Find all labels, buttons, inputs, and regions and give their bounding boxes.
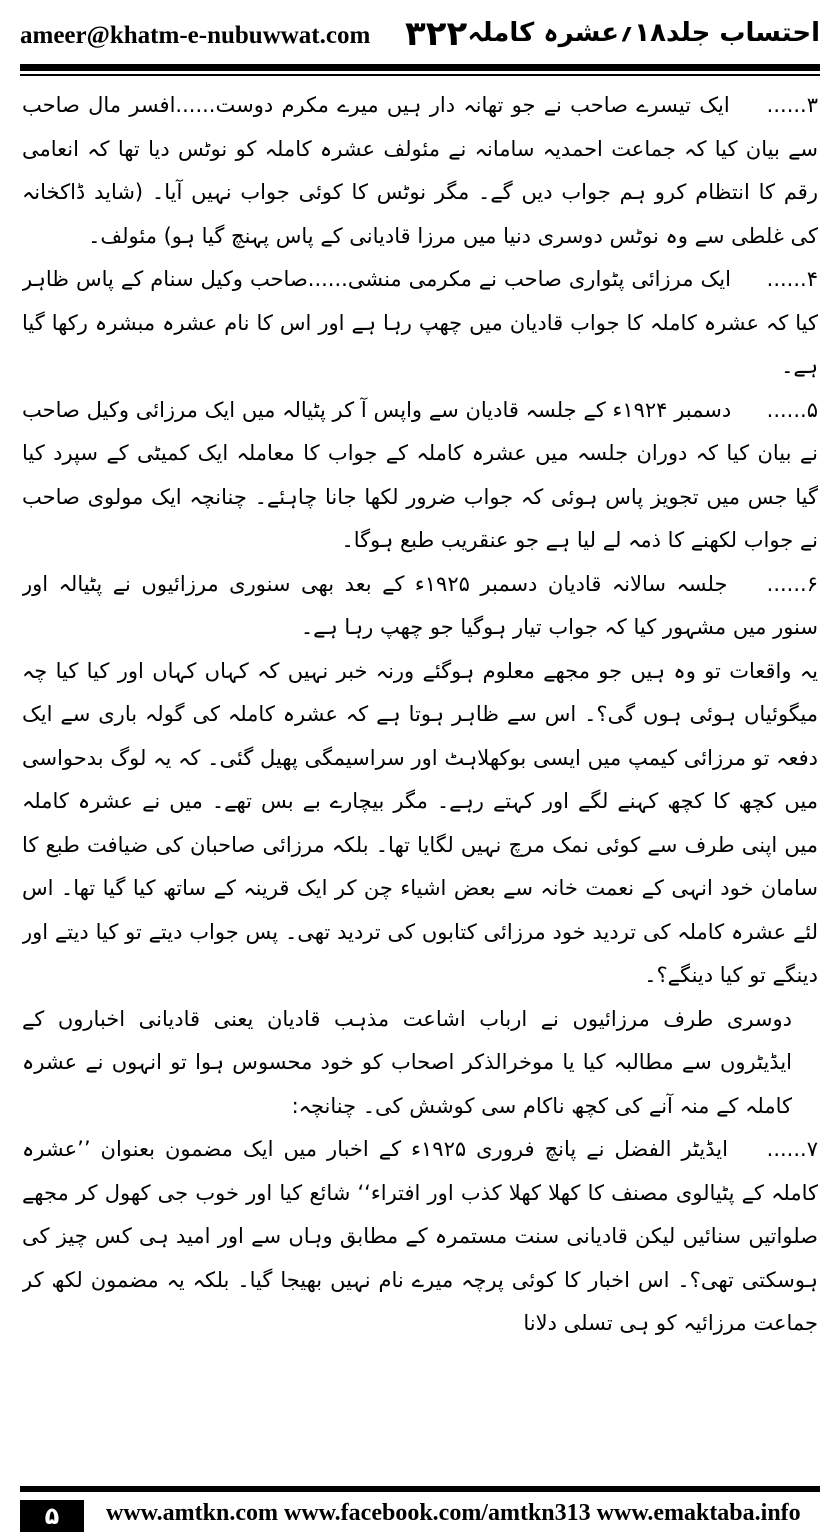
header-rule-thin bbox=[20, 74, 820, 76]
paragraph-number: ۷...... bbox=[766, 1137, 818, 1161]
header-rule-thick bbox=[20, 64, 820, 71]
footer-page-number: ۵ bbox=[20, 1500, 84, 1532]
header-page-number: ۳۲۲ bbox=[405, 14, 468, 54]
paragraph-editors bbox=[22, 998, 818, 1129]
paragraph-text: ایک تیسرے صاحب نے جو تھانہ دار ہیں میرے مکرم دوست......افسر مال صاحب سے بیان کیا کہ جماعت احمدیہ سامانہ نے مئولف عشرہ کاملہ کو نوٹس دیا تھا کہ انعامی رقم کا انتظام کرو ہم جواب دیں گے۔ مگر نوٹس کا کوئی جواب نہیں آیا۔ (شاید ڈاکخانہ کی غلطی سے وہ نوٹس دوسری دنیا میں مرزا قادیانی کے پاس پہنچ گیا ہو) مئولف۔ bbox=[22, 93, 818, 248]
paragraph-number: ۴...... bbox=[766, 267, 818, 291]
paragraph-text: جلسہ سالانہ قادیان دسمبر ۱۹۲۵ء کے بعد بھی سنوری مرزائیوں نے پٹیالہ اور سنور میں مشہور کیا کہ جواب تیار ہوگیا جو چھپ رہا ہے۔ bbox=[22, 571, 818, 639]
paragraph-commentary bbox=[22, 650, 818, 998]
paragraph-text: یہ واقعات تو وہ ہیں جو مجھے معلوم ہوگئے ورنہ خبر نہیں کہ کہاں کہاں اور کیا کیا چہ میگوئیاں ہوئی ہوں گی؟۔ اس سے ظاہر ہوتا ہے کہ عشرہ کاملہ کی گولہ باری سے ایک دفعہ تو مرزائی کیمپ میں ایسی بوکھلاہٹ اور سراسیمگی پھیل گئی۔ کہ یہ لوگ بدحواسی میں کچھ کا کچھ کہنے لگے اور کہتے رہے۔ مگر بیچارے بے بس تھے۔ میں نے عشرہ کاملہ میں اپنی طرف سے کوئی نمک مرچ نہیں لگایا تھا۔ بلکہ مرزائی صاحبان کی ضیافت طبع کا سامان خود انہی کے نعمت خانہ سے بعض اشیاء چن کر ایک قرینہ کے ساتھ کیا گیا تھا۔ اس لئے عشرہ کاملہ کی تردید خود مرزائی کتابوں کی تردید تھی۔ پس جواب دیتے تو کیا دیتے اور دینگے تو کیا دینگے؟۔ bbox=[22, 658, 818, 987]
body-text bbox=[22, 84, 818, 1464]
footer-rule bbox=[20, 1486, 820, 1492]
paragraph-text: ایک مرزائی پٹواری صاحب نے مکرمی منشی......صاحب وکیل سنام کے پاس ظاہر کیا کہ عشرہ کاملہ کا جواب قادیان میں چھپ رہا ہے اور اس کا نام عشرہ مبشرہ رکھا گیا ہے۔ bbox=[22, 267, 818, 378]
paragraph-4 bbox=[22, 258, 818, 389]
footer-links[interactable]: www.amtkn.com www.facebook.com/amtkn313 www.emaktaba.info bbox=[106, 1500, 801, 1526]
paragraph-number: ۵...... bbox=[766, 397, 818, 422]
page-header bbox=[20, 16, 820, 60]
paragraph-3 bbox=[22, 84, 818, 258]
paragraph-number: ۳...... bbox=[766, 93, 818, 117]
header-email[interactable]: ameer@khatm-e-nubuwwat.com bbox=[20, 22, 371, 49]
paragraph-text: ایڈیٹر الفضل نے پانچ فروری ۱۹۲۵ء کے اخبار میں ایک مضمون بعنوان ’’عشرہ کاملہ کے پٹیالوی مصنف کا کھلا کھلا کذب اور افتراء‘‘ شائع کیا اور خوب جی کھول کر مجھے صلواتیں سنائیں لیکن قادیانی سنت مستمرہ کے مطابق وہاں سے اور امید ہی کس چیز کی ہوسکتی تھی؟۔ اس اخبار کا کوئی پرچہ میرے نام نہیں بھیجا گیا۔ بلکہ یہ مضمون لکھ کر جماعت مرزائیہ کو ہی تسلی دلانا bbox=[22, 1137, 818, 1335]
paragraph-7 bbox=[22, 1128, 818, 1346]
paragraph-6 bbox=[22, 563, 818, 650]
paragraph-number: ۶...... bbox=[766, 571, 818, 596]
header-book-title: احتساب جلد۱۸؍عشرہ کاملہ bbox=[467, 18, 820, 48]
paragraph-5 bbox=[22, 389, 818, 563]
paragraph-text: دسمبر ۱۹۲۴ء کے جلسہ قادیان سے واپس آ کر پٹیالہ میں ایک مرزائی وکیل صاحب نے بیان کیا کہ دوران جلسہ میں عشرہ کاملہ کے جواب کا معاملہ ایک کمیٹی کے سپرد کیا گیا جس میں تجویز پاس ہوئی کہ جواب ضرور لکھا جانا چاہئے۔ چنانچہ ایک مولوی صاحب نے جواب لکھنے کا ذمہ لے لیا ہے جو عنقریب طبع ہوگا۔ bbox=[22, 397, 818, 552]
page-footer bbox=[20, 1486, 820, 1530]
paragraph-text: دوسری طرف مرزائیوں نے ارباب اشاعت مذہب قادیان یعنی قادیانی اخباروں کے ایڈیٹروں سے مطالبہ کیا یا موخرالذکر اصحاب کو خود محسوس ہوا تو انہوں نے عشرہ کاملہ کے منہ آنے کی کچھ ناکام سی کوشش کی۔ چنانچہ: bbox=[22, 1006, 792, 1118]
